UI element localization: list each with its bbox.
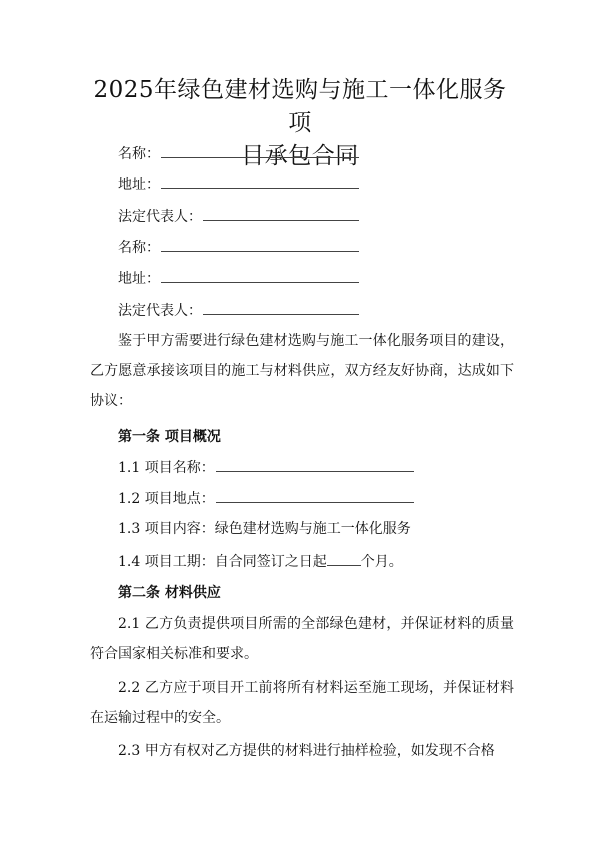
article-1-heading: 第一条 项目概况 [118, 429, 221, 445]
project-location-blank[interactable] [216, 488, 414, 503]
title-line-1: 2025年绿色建材选购与施工一体化服务项 [93, 77, 507, 136]
party-a-rep-label: 法定代表人： [118, 209, 202, 225]
party-a-address-label: 地址： [118, 177, 160, 193]
party-b-address-row [118, 268, 542, 289]
party-b-address-label: 地址： [118, 271, 160, 287]
article-1-item-2 [118, 488, 542, 509]
project-location-label: 1.2 项目地点： [118, 491, 215, 507]
party-a-address-blank[interactable] [161, 174, 359, 189]
project-period-blank[interactable] [327, 551, 361, 566]
preamble-paragraph: 鉴于甲方需要进行绿色建材选购与施工一体化服务项目的建设，乙方愿意承接该项目的施工与材料供应，双方经友好协商，达成如下协议： [90, 333, 514, 409]
project-period-suffix: 个月。 [360, 554, 403, 570]
project-name-label: 1.1 项目名称： [118, 460, 215, 476]
party-b-address-blank[interactable] [161, 268, 359, 283]
article-2-item-1: 2.1 乙方负责提供项目所需的全部绿色建材，并保证材料的质量符合国家相关标准和要求。 [90, 616, 514, 662]
project-period-prefix: 1.4 项目工期：自合同签订之日起 [118, 554, 327, 570]
title-line-2: 目承包合同 [241, 143, 359, 169]
article-1-item-1 [118, 457, 542, 478]
party-b-rep-blank[interactable] [203, 300, 359, 315]
article-2-item-2: 2.2 乙方应于项目开工前将所有材料运至施工现场，并保证材料在运输过程中的安全。 [90, 680, 514, 726]
article-1-item-4 [118, 551, 542, 572]
party-b-name-label: 名称： [118, 240, 160, 256]
party-b-name-row [118, 237, 542, 258]
party-a-address-row [118, 174, 542, 195]
project-name-blank[interactable] [216, 457, 414, 472]
party-b-rep-label: 法定代表人： [118, 303, 202, 319]
party-a-rep-row [118, 206, 542, 227]
party-a-rep-blank[interactable] [203, 206, 359, 221]
article-2-heading: 第二条 材料供应 [118, 585, 221, 601]
article-1-item-3: 1.3 项目内容：绿色建材选购与施工一体化服务 [118, 521, 411, 537]
party-a-name-row [118, 143, 542, 164]
party-b-rep-row [118, 300, 542, 321]
party-a-name-blank[interactable] [161, 143, 359, 158]
party-b-name-blank[interactable] [161, 237, 359, 252]
party-a-name-label: 名称： [118, 146, 160, 162]
article-2-item-3: 2.3 甲方有权对乙方提供的材料进行抽样检验，如发现不合格 [118, 743, 495, 759]
